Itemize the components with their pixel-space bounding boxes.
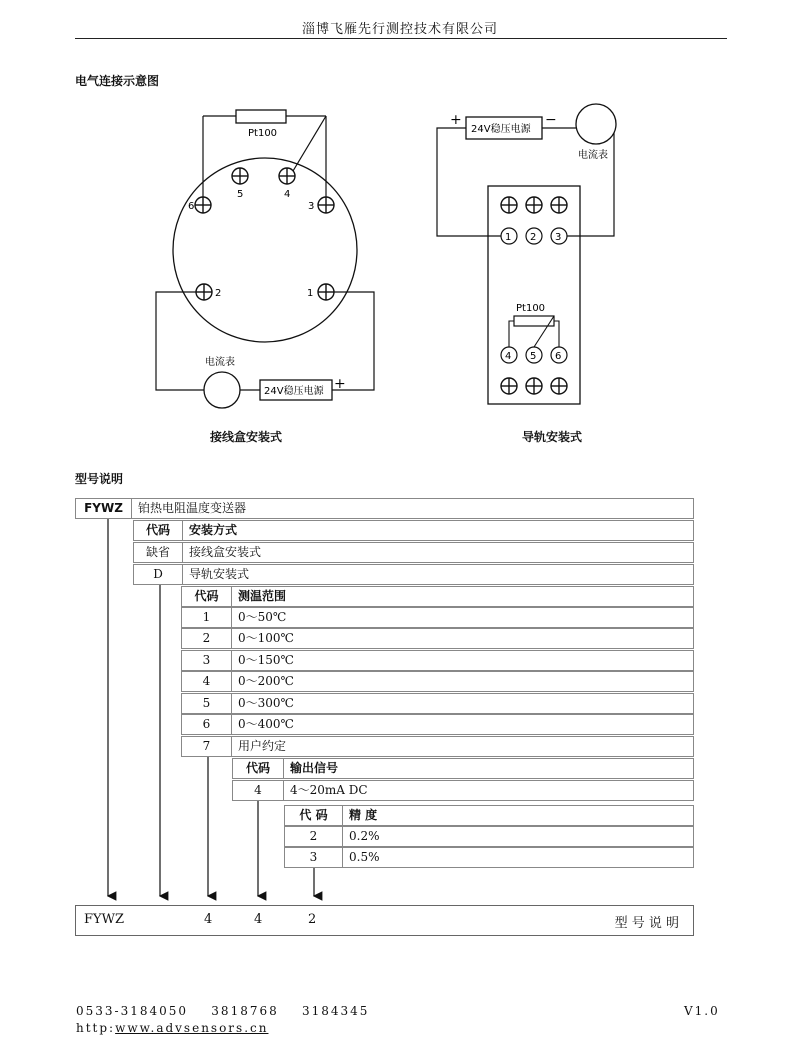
- rail-top-terminal-a: [501, 197, 517, 213]
- ammeter-label: 电流表: [205, 357, 235, 368]
- value-cell: 导轨安装式: [189, 567, 250, 581]
- value-cell: 0.2%: [349, 829, 380, 843]
- value-cell: 0～50℃: [238, 610, 287, 624]
- table-row: [232, 780, 694, 801]
- code-cell: 代码: [134, 521, 183, 540]
- terminal-6: [195, 197, 211, 213]
- rail-ammeter-label: 电流表: [578, 150, 608, 161]
- model-example-row: [75, 905, 694, 936]
- code-cell: 代码: [182, 587, 232, 606]
- rail-plus-sign: +: [450, 112, 462, 128]
- terminal-label-6: 6: [188, 201, 195, 212]
- value-cell: 0～100℃: [238, 631, 294, 645]
- terminal-label-4: 4: [284, 189, 291, 200]
- code-cell: 2: [285, 827, 343, 846]
- code-cell: 3: [182, 651, 232, 670]
- footer-url: [76, 1021, 268, 1035]
- terminal-label-1: 1: [307, 288, 314, 299]
- table-row: [133, 564, 694, 585]
- table-row: [181, 650, 694, 671]
- din-rail-diagram: [437, 104, 616, 404]
- footer-version: V1.0: [684, 1004, 720, 1018]
- rail-top-terminal-b: [526, 197, 542, 213]
- pt100-resistor: [236, 110, 286, 123]
- example-output: 4: [254, 912, 263, 927]
- code-cell: 5: [182, 694, 232, 713]
- ammeter: [204, 372, 240, 408]
- value-cell: 0～300℃: [238, 696, 294, 710]
- din-rail-body: [488, 186, 580, 404]
- terminal-label-2: 2: [215, 288, 222, 299]
- rail-terminal-5: 5: [530, 351, 537, 362]
- footer-url-link[interactable]: www.advsensors.cn: [115, 1021, 269, 1035]
- table-row: [181, 693, 694, 714]
- table-row: [133, 520, 694, 541]
- example-accuracy: 2: [308, 912, 317, 927]
- rail-terminal-4: 4: [505, 351, 512, 362]
- terminal-3: [318, 197, 334, 213]
- value-cell: 0.5%: [349, 850, 380, 864]
- code-cell: 4: [233, 781, 284, 800]
- table-row: [284, 826, 694, 847]
- terminal-label-3: 3: [308, 201, 315, 212]
- rail-ammeter: [576, 104, 616, 144]
- value-cell: 0～400℃: [238, 717, 294, 731]
- rail-terminal-2: 2: [530, 232, 537, 243]
- value-cell: 用户约定: [238, 739, 287, 753]
- wiring-diagrams: [0, 0, 800, 470]
- table-row: [181, 736, 694, 757]
- value-cell: 0～150℃: [238, 653, 294, 667]
- table-row: [75, 498, 694, 519]
- terminal-4: [279, 168, 295, 184]
- rail-top-terminal-c: [551, 197, 567, 213]
- rail-terminal-3: 3: [555, 232, 562, 243]
- terminal-2: [196, 284, 212, 300]
- wiring-section-title: 电气连接示意图: [75, 74, 160, 88]
- code-cell: 2: [182, 629, 232, 648]
- junction-box-body: [173, 158, 357, 342]
- terminal-label-5: 5: [237, 189, 244, 200]
- terminal-1: [318, 284, 334, 300]
- table-row: [181, 586, 694, 607]
- value-cell: 0～200℃: [238, 674, 294, 688]
- example-range: 4: [204, 912, 213, 927]
- value-cell: 输出信号: [290, 761, 339, 775]
- terminal-5: [232, 168, 248, 184]
- value-cell: 4～20mA DC: [290, 783, 368, 797]
- base-code: FYWZ: [76, 499, 132, 518]
- footer-url-prefix: http:: [76, 1021, 116, 1035]
- value-cell: 精 度: [349, 808, 378, 822]
- table-row: [284, 847, 694, 868]
- table-row: [181, 607, 694, 628]
- code-cell: 3: [285, 848, 343, 867]
- power-supply-label: 24V稳压电源: [264, 386, 324, 397]
- junction-box-diagram: [156, 110, 374, 408]
- value-cell: 接线盒安装式: [189, 545, 262, 559]
- table-row: [284, 805, 694, 826]
- code-cell: D: [134, 565, 183, 584]
- rail-terminal-1: 1: [505, 232, 512, 243]
- rail-power-supply-label: 24V稳压电源: [471, 124, 531, 135]
- base-desc: 铂热电阻温度变送器: [138, 501, 247, 515]
- junction-box-caption: 接线盒安装式: [210, 430, 283, 444]
- company-title: 淄博飞雁先行测控技术有限公司: [301, 22, 498, 37]
- code-cell: 代 码: [285, 806, 343, 825]
- example-base: FYWZ: [84, 912, 124, 927]
- code-cell: 1: [182, 608, 232, 627]
- pt100-label: Pt100: [248, 128, 278, 139]
- table-row: [181, 671, 694, 692]
- code-cell: 代码: [233, 759, 284, 778]
- table-row: [181, 714, 694, 735]
- table-row: [181, 628, 694, 649]
- plus-sign: +: [334, 376, 346, 392]
- code-cell: 6: [182, 715, 232, 734]
- table-row: [232, 758, 694, 779]
- table-row: [133, 542, 694, 563]
- rail-pt100-label: Pt100: [516, 303, 546, 314]
- din-rail-caption: 导轨安装式: [522, 430, 583, 444]
- model-section-title: 型号说明: [75, 472, 124, 486]
- code-cell: 缺省: [134, 543, 183, 562]
- example-label: 型 号 说 明: [614, 916, 679, 931]
- rail-terminal-6: 6: [555, 351, 562, 362]
- value-cell: 安装方式: [189, 523, 238, 537]
- footer-phones: 0533-3184050 3818768 3184345: [76, 1004, 370, 1018]
- rail-bottom-terminal-c: [551, 378, 567, 394]
- rail-minus-sign: −: [545, 112, 557, 128]
- code-cell: 4: [182, 672, 232, 691]
- code-cell: 7: [182, 737, 232, 756]
- value-cell: 测温范围: [238, 589, 287, 603]
- rail-bottom-terminal-a: [501, 378, 517, 394]
- rail-bottom-terminal-b: [526, 378, 542, 394]
